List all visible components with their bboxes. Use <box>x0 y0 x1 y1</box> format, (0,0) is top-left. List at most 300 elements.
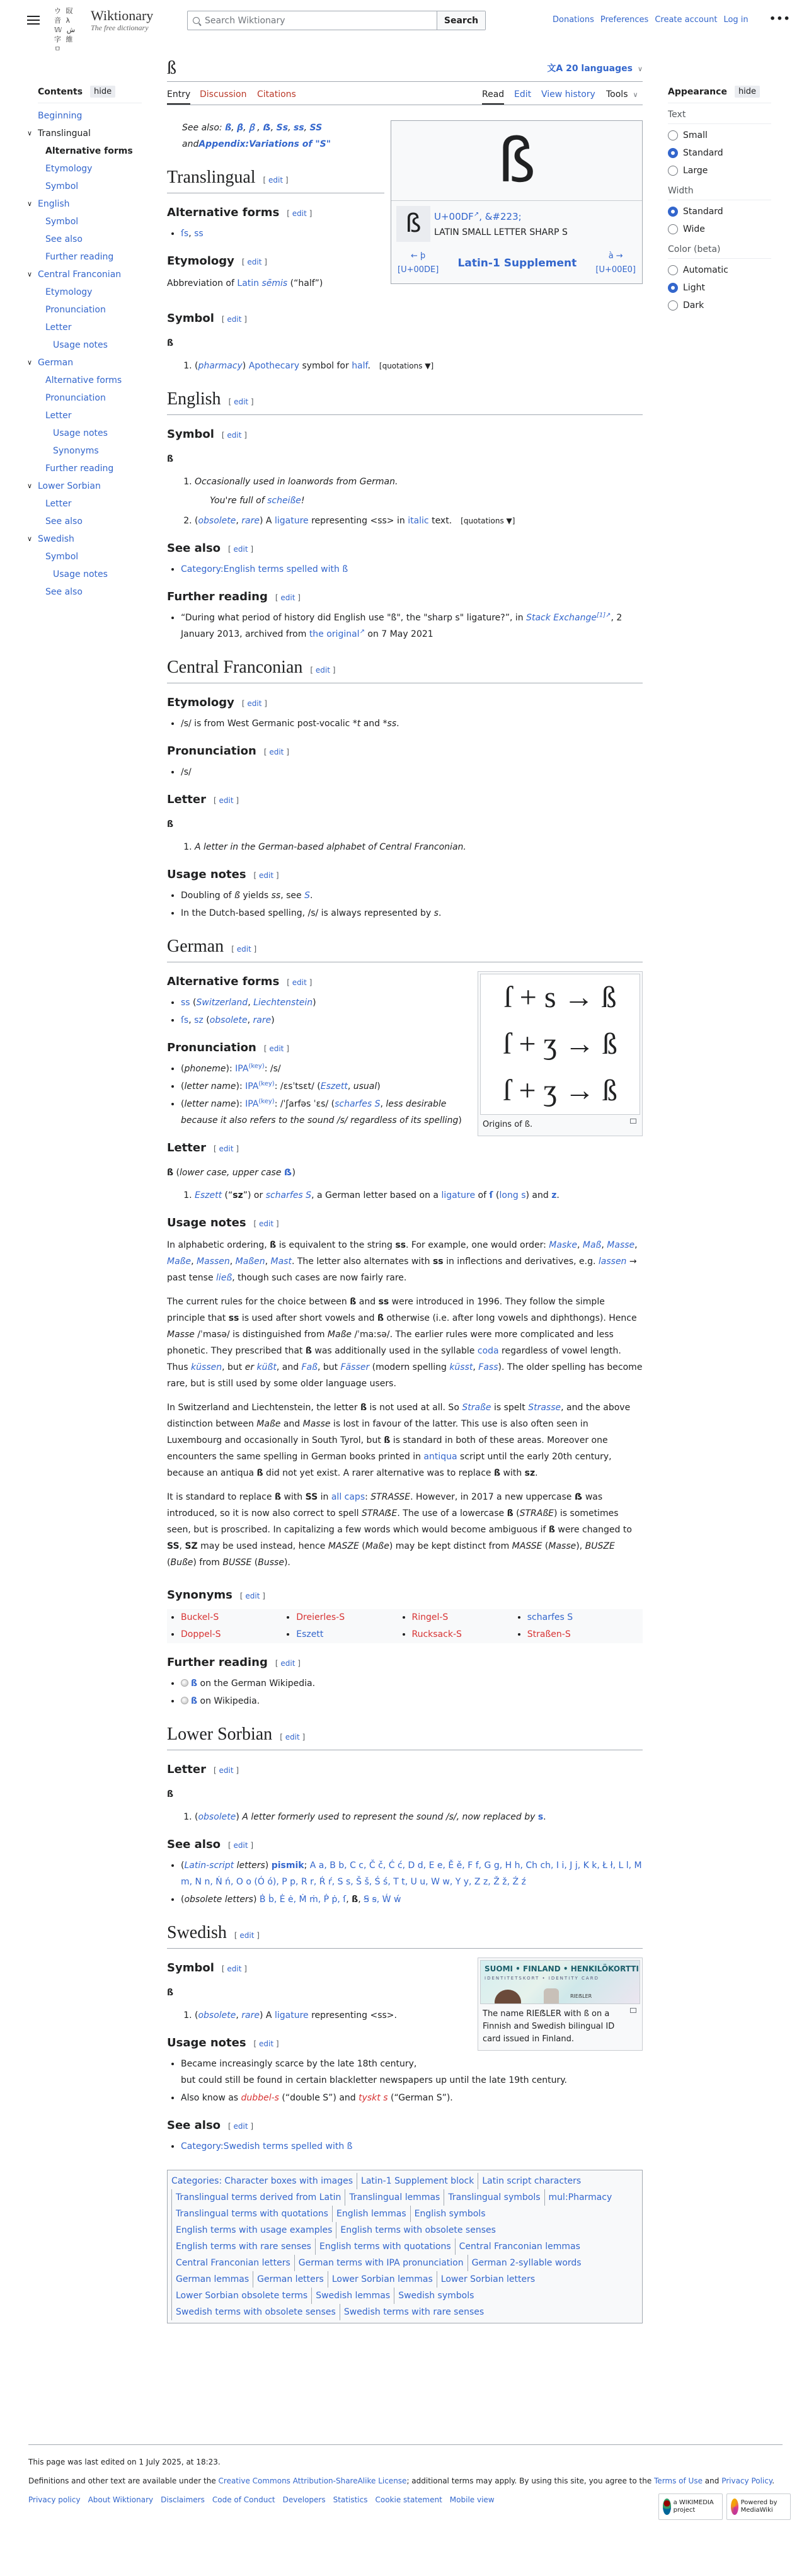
link[interactable]: (key) <box>258 1080 275 1088</box>
chevron-down-icon[interactable]: ∨ <box>27 358 33 367</box>
heading-german: German[ edit ] <box>167 935 643 962</box>
wikimedia-project-badge[interactable] <box>658 2493 723 2520</box>
link[interactable]: ß <box>191 1696 198 1706</box>
heading-usage-notes: Usage notes[ edit ] <box>167 1214 643 1233</box>
radio-option[interactable] <box>668 162 771 180</box>
link[interactable]: Massen <box>197 1257 230 1267</box>
text-span: ) <box>236 1812 243 1822</box>
link[interactable]: Terms of Use <box>654 2476 703 2485</box>
link[interactable]: ß <box>191 1678 198 1689</box>
more-options-icon[interactable]: ••• <box>769 13 791 25</box>
red-link[interactable]: dubbel-s <box>241 2093 279 2103</box>
edit-section-link[interactable]: [ edit ] <box>214 1766 239 1775</box>
category-link[interactable]: Latin-1 Supplement block <box>357 2173 478 2189</box>
list-item <box>181 1675 643 1692</box>
link[interactable]: ließ <box>216 1273 232 1283</box>
category-link[interactable]: Lower Sorbian obsolete terms <box>171 2288 311 2304</box>
link[interactable]: antiqua <box>423 1452 457 1462</box>
toc-item[interactable] <box>38 283 142 301</box>
toc-item[interactable] <box>38 513 142 530</box>
badge-text: Powered by MediaWiki <box>740 2499 777 2514</box>
link[interactable]: obsolete <box>198 2010 236 2020</box>
main-menu-icon[interactable] <box>27 14 40 25</box>
heading-letter: Letter[ edit ] <box>167 790 643 810</box>
chevron-down-icon[interactable]: ∨ <box>27 200 33 208</box>
category-link[interactable]: Translingual terms with quotations <box>171 2206 332 2222</box>
link[interactable]: scharfes S <box>265 1190 312 1200</box>
link[interactable]: scharfes S <box>335 1099 381 1109</box>
link[interactable]: ss <box>194 229 204 239</box>
toc-list <box>27 107 142 601</box>
toc-item[interactable] <box>38 460 142 477</box>
chevron-down-icon[interactable]: ∨ <box>27 129 33 137</box>
link[interactable]: Mast <box>270 1257 292 1267</box>
category-link[interactable]: English lemmas <box>332 2206 410 2222</box>
edit-section-link[interactable]: [ edit ] <box>287 978 312 987</box>
next-character-link[interactable]: à → [U+00E0] <box>595 251 636 275</box>
link[interactable]: ẞ <box>284 1168 292 1178</box>
radio-option[interactable] <box>668 220 771 238</box>
text-span: In alphabetic ordering, <box>167 1240 270 1250</box>
previous-character-link[interactable]: ← þ [U+00DE] <box>398 251 439 275</box>
text-span: ß <box>377 1313 384 1323</box>
link[interactable]: long s <box>499 1190 526 1200</box>
id-card-figure <box>478 1958 643 2051</box>
appearance-hide-button[interactable]: hide <box>735 86 760 98</box>
link[interactable]: Eszett <box>296 1629 324 1639</box>
radio-button[interactable] <box>668 148 678 158</box>
edit-section-link[interactable]: [ edit ] <box>228 1841 253 1850</box>
toc-item[interactable] <box>38 178 142 195</box>
radio-option[interactable] <box>668 144 771 162</box>
link[interactable]: s <box>537 1812 544 1822</box>
link[interactable]: Masse <box>607 1240 635 1250</box>
toc-item[interactable] <box>27 125 142 142</box>
text-span: It is standard to replace <box>167 1492 275 1502</box>
category-link[interactable]: German terms with IPA pronunciation <box>294 2255 468 2271</box>
link[interactable]: S <box>304 891 310 901</box>
edit-section-link[interactable]: [ edit ] <box>234 1931 260 1940</box>
category-link[interactable]: Translingual lemmas <box>345 2189 444 2206</box>
link[interactable]: obsolete <box>198 516 236 526</box>
link[interactable]: lassen <box>598 1257 627 1267</box>
link[interactable]: rare <box>253 1015 272 1025</box>
tab-view-history[interactable]: View history <box>541 89 595 100</box>
link[interactable]: Privacy Policy <box>721 2476 772 2485</box>
unicode-block-link[interactable]: Latin-1 Supplement <box>457 257 577 270</box>
language-button[interactable] <box>547 62 643 74</box>
edit-section-link[interactable]: [ edit ] <box>222 431 247 440</box>
link[interactable]: rare <box>241 516 260 526</box>
link[interactable]: Category:English terms spelled with ß <box>181 564 348 574</box>
list-item <box>181 2056 643 2089</box>
link[interactable]: z <box>551 1190 557 1200</box>
edit-section-link[interactable]: [ edit ] <box>254 2039 279 2048</box>
link[interactable]: Maß <box>582 1240 602 1250</box>
text-span: letters <box>236 1861 265 1871</box>
origins-image[interactable] <box>480 974 640 1115</box>
edit-section-link[interactable]: [ edit ] <box>229 397 254 406</box>
footer-link[interactable]: About Wiktionary <box>88 2495 154 2504</box>
link[interactable]: ss <box>181 998 190 1008</box>
link[interactable]: Switzerland <box>196 998 248 1008</box>
text-span: may be used instead, hence <box>197 1541 328 1551</box>
link[interactable]: Fass <box>478 1362 498 1372</box>
radio-button[interactable] <box>668 130 678 140</box>
category-link[interactable]: Lower Sorbian lemmas <box>328 2271 437 2288</box>
user-link-create-account[interactable]: Create account <box>655 15 718 25</box>
category-link[interactable]: Swedish symbols <box>394 2288 478 2304</box>
footer-link[interactable]: Statistics <box>333 2495 368 2504</box>
link[interactable]: Eszett <box>320 1081 348 1091</box>
category-link[interactable]: Swedish lemmas <box>311 2288 394 2304</box>
link[interactable]: ß <box>225 123 232 133</box>
link[interactable]: Latin-script <box>184 1861 234 1871</box>
link[interactable]: ss <box>293 123 304 133</box>
radio-button[interactable] <box>668 224 678 234</box>
enlarge-icon[interactable] <box>630 2008 636 2013</box>
text-span: is lost in favour of the latter. This use is also often seen in Luxembourg and occasionally in South Tyrol, but <box>167 1419 588 1445</box>
red-link[interactable]: Dreierles-S <box>296 1612 345 1622</box>
category-link[interactable]: Swedish terms with obsolete senses <box>171 2304 340 2320</box>
link[interactable]: IPA <box>235 1064 249 1074</box>
radio-button[interactable] <box>668 283 678 293</box>
red-link[interactable]: Rucksack-S <box>411 1629 462 1639</box>
toc-item[interactable] <box>38 160 142 178</box>
radio-button[interactable] <box>668 265 678 275</box>
id-card-image[interactable] <box>480 1960 640 2004</box>
text-span: with <box>500 1468 525 1478</box>
link[interactable]: italic <box>408 516 429 526</box>
toc-item[interactable] <box>38 248 142 266</box>
figure-caption: The name RIEẞLER with ß on a Finnish and Swedish bilingual ID card issued in Finland. <box>483 2009 615 2044</box>
toc-hide-button[interactable]: hide <box>90 86 115 98</box>
toc-item[interactable] <box>38 442 142 460</box>
link[interactable]: Creative Commons Attribution-ShareAlike License <box>218 2476 407 2485</box>
chevron-down-icon[interactable]: ∨ <box>27 535 33 543</box>
toc-item[interactable] <box>38 583 142 601</box>
codepoint-link[interactable]: U+00DF <box>434 211 474 222</box>
toc-item[interactable] <box>38 425 142 442</box>
text-span: , see <box>280 891 305 901</box>
category-link[interactable]: English terms with quotations <box>315 2238 455 2255</box>
text-span: ß <box>270 1240 277 1250</box>
category-link[interactable]: English symbols <box>410 2206 490 2222</box>
edit-section-link[interactable]: [ edit ] <box>231 945 256 954</box>
text-span: were introduced in 1996. They follow the simple principle that <box>167 1297 605 1323</box>
appearance-group-label: Width <box>668 180 771 200</box>
edit-section-link[interactable]: [ edit ] <box>287 209 312 218</box>
link[interactable]: küssen <box>191 1362 222 1372</box>
link[interactable]: Ꞩ ꞩ, Ẃ ẃ <box>364 1895 401 1905</box>
text-span: usual <box>353 1081 377 1091</box>
text-span: was additionally used in the syllable <box>311 1346 478 1356</box>
toc-item[interactable] <box>27 477 142 495</box>
link[interactable]: Fässer <box>340 1362 370 1372</box>
edit-section-link[interactable]: [ edit ] <box>310 666 335 675</box>
category-link[interactable]: English terms with rare senses <box>171 2238 315 2255</box>
link[interactable]: half <box>352 361 368 371</box>
link[interactable]: sēmis <box>261 278 288 288</box>
edit-section-link[interactable]: [ edit ] <box>275 1659 301 1668</box>
red-link[interactable]: tyskt s <box>359 2093 388 2103</box>
category-link[interactable]: Character boxes with images <box>224 2176 353 2186</box>
toc-item[interactable] <box>38 548 142 566</box>
text-span: ( <box>195 516 198 526</box>
link[interactable]: Strasse <box>528 1403 561 1413</box>
text-span: was introduced, so it is now also correct to spell <box>167 1492 603 1519</box>
text-span: . <box>772 2476 775 2485</box>
link[interactable]: Liechtenstein <box>253 998 313 1008</box>
category-link[interactable]: Latin script characters <box>478 2173 585 2189</box>
text-span: and <box>702 2476 722 2485</box>
link[interactable]: Apothecary <box>248 361 300 371</box>
link[interactable]: Ss <box>276 123 289 133</box>
category-link[interactable]: Central Franconian lemmas <box>455 2238 584 2255</box>
link[interactable]: (key) <box>258 1098 275 1105</box>
link[interactable]: obsolete <box>198 1812 236 1822</box>
link[interactable]: SS <box>309 123 323 133</box>
link[interactable]: Category:Swedish terms spelled with ß <box>181 2141 353 2151</box>
user-link-log-in[interactable]: Log in <box>723 15 749 25</box>
quotations-toggle[interactable]: [quotations ▼] <box>379 362 434 370</box>
tab-read[interactable]: Read <box>482 89 504 105</box>
link[interactable]: küßt <box>256 1362 277 1372</box>
link[interactable]: pismik <box>271 1861 304 1871</box>
tab-edit[interactable]: Edit <box>514 89 532 100</box>
toc-item[interactable] <box>38 566 142 583</box>
red-link[interactable]: Buckel-S <box>181 1612 219 1622</box>
wordmark[interactable]: Wiktionary <box>91 8 154 23</box>
categories-label[interactable]: Categories: <box>171 2176 222 2186</box>
external-link-icon[interactable]: ↗ <box>359 628 365 635</box>
edit-section-link[interactable]: [ edit ] <box>242 699 267 708</box>
footer-link[interactable]: Developers <box>282 2495 326 2504</box>
edit-section-link[interactable]: [ edit ] <box>222 315 247 324</box>
link[interactable]: rare <box>241 2010 260 2020</box>
radio-label: Small <box>683 130 708 140</box>
link[interactable]: Maske <box>549 1240 577 1250</box>
link[interactable]: A a, B b, C c, Č č, Ć ć, D d, E e, Ě ě, F f, G g, H h, Ch ch, I i, J j, K k, Ł ł, L l, M m, N n, Ń ń, O o (Ó ó), P p, R r, Ŕ ŕ, S s, Š š, Ś ś, T t, U u, W w, Y y, Z z, Ž ž, Ź ź <box>181 1861 642 1887</box>
category-link[interactable]: Translingual terms derived from Latin <box>171 2189 345 2206</box>
heading-lower-sorbian: Lower Sorbian[ edit ] <box>167 1723 643 1750</box>
toc-item[interactable] <box>38 336 142 354</box>
radio-option[interactable] <box>668 127 771 144</box>
toc-item[interactable] <box>27 266 142 283</box>
text-span: . <box>543 1812 546 1822</box>
heading-letter: Letter[ edit ] <box>167 1760 643 1780</box>
text-span: . For example, one would order: <box>406 1240 549 1250</box>
heading-symbol: Symbol[ edit ] <box>167 425 643 445</box>
edit-section-link[interactable]: [ edit ] <box>254 1219 279 1228</box>
link[interactable]: ſ <box>489 1190 493 1200</box>
link[interactable]: Maßen <box>235 1257 265 1267</box>
link[interactable]: scheiße <box>267 496 301 506</box>
link[interactable]: all caps <box>331 1492 365 1502</box>
user-link-donations[interactable]: Donations <box>553 15 594 25</box>
text-span: In the Dutch-based spelling, /s/ is always represented by <box>181 908 434 918</box>
category-link[interactable]: English terms with obsolete senses <box>336 2222 500 2238</box>
list-item <box>181 905 643 921</box>
link[interactable]: Maße <box>167 1257 192 1267</box>
link[interactable]: küsst <box>449 1362 473 1372</box>
link[interactable]: ſs <box>181 1015 189 1025</box>
radio-button[interactable] <box>668 207 678 217</box>
edit-section-link[interactable]: [ edit ] <box>275 593 301 602</box>
link[interactable]: Stack Exchange <box>526 613 597 623</box>
list-item <box>181 887 643 904</box>
toc-item-label: Usage notes <box>53 340 108 350</box>
link[interactable]: Ḃ ḃ, Ė ė, Ṁ ṁ, Ṗ ṗ, ſ <box>259 1895 347 1905</box>
toc-item[interactable] <box>38 213 142 231</box>
link[interactable]: ꞵ <box>248 123 255 133</box>
html-entity: , &#223; <box>479 211 522 222</box>
link[interactable]: pharmacy <box>198 361 243 371</box>
list-item <box>181 610 643 642</box>
footer-link[interactable]: Mobile view <box>449 2495 495 2504</box>
toc-title: Contents <box>38 86 83 97</box>
link[interactable]: Latin <box>237 278 260 288</box>
text-span: . The letter also alternates with <box>291 1257 433 1267</box>
link[interactable]: IPA <box>245 1099 259 1109</box>
mediawiki-logo-icon <box>731 2499 738 2515</box>
link[interactable]: Eszett <box>195 1190 222 1200</box>
text-span: Buße <box>170 1558 193 1568</box>
footer-link[interactable]: Cookie statement <box>375 2495 442 2504</box>
toc-item[interactable] <box>38 407 142 425</box>
link[interactable]: (key) <box>248 1063 265 1070</box>
radio-option[interactable] <box>668 279 771 297</box>
toc-item[interactable] <box>38 107 142 125</box>
footer-link[interactable]: Code of Conduct <box>212 2495 275 2504</box>
powered-by-mediawiki-badge[interactable] <box>726 2493 791 2520</box>
toc-item[interactable] <box>27 195 142 213</box>
link[interactable]: Straße <box>462 1403 491 1413</box>
edit-section-link[interactable]: [ edit ] <box>263 176 289 185</box>
edit-section-link[interactable]: [ edit ] <box>222 1964 247 1973</box>
toc-item[interactable] <box>38 372 142 389</box>
red-link[interactable]: Doppel-S <box>181 1629 221 1639</box>
card-text: SUOMI • FINLAND • HENKILÖKORTTI <box>485 1964 639 1973</box>
category-link[interactable]: German 2-syllable words <box>468 2255 585 2271</box>
heading-symbol: Symbol[ edit ] <box>167 1959 469 1978</box>
link[interactable]: obsolete <box>209 1015 248 1025</box>
text-span: *ss <box>382 719 397 729</box>
edit-section-link[interactable]: [ edit ] <box>228 2122 253 2131</box>
link[interactable]: ligature <box>441 1190 476 1200</box>
chevron-down-icon[interactable]: ∨ <box>27 482 33 490</box>
radio-option[interactable] <box>668 297 771 314</box>
edit-section-link[interactable]: [ edit ] <box>240 1592 265 1600</box>
enlarge-icon[interactable] <box>630 1119 636 1124</box>
wiktionary-logo-icon[interactable] <box>54 6 83 53</box>
category-link[interactable]: German letters <box>253 2271 328 2288</box>
tagline: The free dictionary <box>91 23 149 32</box>
link[interactable]: the original <box>309 629 360 639</box>
toc-item[interactable] <box>27 530 142 548</box>
radio-button[interactable] <box>668 300 678 311</box>
edit-section-link[interactable]: [ edit ] <box>214 796 239 805</box>
category-link[interactable]: Lower Sorbian letters <box>437 2271 539 2288</box>
tab-citations[interactable]: Citations <box>257 89 296 100</box>
category-link[interactable]: German lemmas <box>171 2271 253 2288</box>
text-span: ) A <box>260 2010 275 2020</box>
text-span: ! <box>301 496 305 506</box>
red-link[interactable]: Ringel-S <box>411 1612 449 1622</box>
text-span: less desirable because it also refers to the sound /s/ regardless of its spelling <box>181 1099 459 1126</box>
tab-discussion[interactable]: Discussion <box>200 89 247 100</box>
toc-item[interactable] <box>38 231 142 248</box>
category-link[interactable]: English terms with usage examples <box>171 2222 336 2238</box>
radio-button[interactable] <box>668 166 678 176</box>
search-form <box>187 11 486 30</box>
link[interactable]: β <box>237 123 244 133</box>
link[interactable]: ſs <box>181 229 189 239</box>
link[interactable]: coda <box>477 1346 499 1356</box>
synonym-item <box>527 1626 643 1643</box>
text-span: Busse <box>258 1558 284 1568</box>
text-span: . <box>438 908 442 918</box>
footer-link[interactable]: Privacy policy <box>28 2495 81 2504</box>
text-span: A letter formerly used to represent the sound /s/, now replaced by <box>242 1812 538 1822</box>
red-link[interactable]: Straßen-S <box>527 1629 571 1639</box>
toc-item[interactable] <box>38 319 142 336</box>
search-button[interactable]: Search <box>437 11 485 30</box>
radio-option[interactable] <box>668 203 771 220</box>
tab-entry[interactable]: Entry <box>167 89 190 105</box>
footer-link[interactable]: Disclaimers <box>161 2495 205 2504</box>
link[interactable]: scharfes S <box>527 1612 573 1622</box>
edit-section-link[interactable]: [ edit ] <box>264 748 289 756</box>
toc-item[interactable] <box>38 142 142 160</box>
radio-option[interactable] <box>668 261 771 279</box>
link[interactable]: sz <box>194 1015 204 1025</box>
link[interactable]: IPA <box>245 1081 259 1091</box>
edit-section-link[interactable]: [ edit ] <box>214 1144 239 1153</box>
appearance-group-label: Color (beta) <box>668 238 771 259</box>
toc-item[interactable] <box>27 354 142 372</box>
link[interactable]: ẞ <box>263 123 271 133</box>
category-link[interactable]: Swedish terms with rare senses <box>340 2304 488 2320</box>
link[interactable]: ligature <box>274 516 309 526</box>
link[interactable]: ligature <box>274 2010 309 2020</box>
edit-section-link[interactable]: [ edit ] <box>280 1733 305 1741</box>
toc-item[interactable] <box>38 495 142 513</box>
link[interactable]: Faß <box>301 1362 318 1372</box>
toc-item[interactable] <box>38 301 142 319</box>
text-span: Maße <box>327 1330 352 1340</box>
text-span: , and <box>276 1362 302 1372</box>
chevron-down-icon[interactable]: ∨ <box>27 270 33 278</box>
category-link[interactable]: Translingual symbols <box>444 2189 544 2206</box>
edit-section-link[interactable]: [ edit ] <box>254 871 279 880</box>
character-glyph-large: ß <box>391 121 642 201</box>
quotations-toggle[interactable]: [quotations ▼] <box>461 516 515 525</box>
link[interactable]: Appendix:Variations of "S" <box>198 139 331 149</box>
text-span: ß <box>548 1525 555 1535</box>
external-link-icon[interactable]: ↗ <box>605 612 611 619</box>
category-link[interactable]: mul:Pharmacy <box>544 2189 616 2206</box>
edit-section-link[interactable]: [ edit ] <box>228 545 253 554</box>
toc-item[interactable] <box>38 389 142 407</box>
tools-menu[interactable] <box>606 89 638 103</box>
edit-section-link[interactable]: [ edit ] <box>242 258 267 266</box>
list-item <box>181 2090 643 2106</box>
search-input[interactable] <box>188 11 437 30</box>
user-link-preferences[interactable]: Preferences <box>600 15 649 25</box>
edit-section-link[interactable]: [ edit ] <box>264 1044 289 1053</box>
category-link[interactable]: Central Franconian letters <box>171 2255 294 2271</box>
